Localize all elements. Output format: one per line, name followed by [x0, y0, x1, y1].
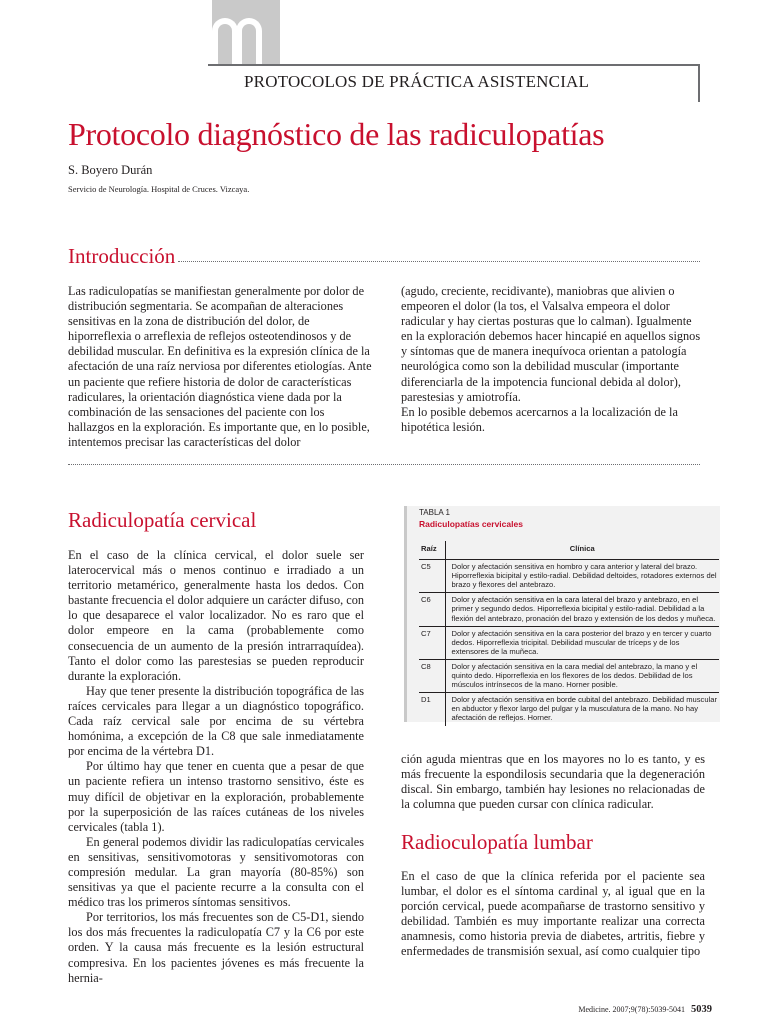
table-cell-clinica: Dolor y afectación sensitiva en la cara posterior del brazo y en tercer y cuarto dedos. Hiporreflexia tricipital. Debilidad muscular de tríceps y de los extensores de la muñeca. — [445, 626, 719, 659]
table-row — [419, 659, 719, 692]
intro-column-left — [68, 284, 372, 450]
table-header-root: Raíz — [419, 541, 445, 560]
article-affiliation: Servicio de Neurología. Hospital de Cruces. Vizcaya. — [68, 184, 250, 194]
footer-citation: Medicine. 2007;9(78):5039-5041 — [578, 1005, 685, 1014]
lumbar-column — [401, 869, 705, 960]
cervical-paragraph: En general podemos dividir las radiculopatías cervicales en sensitivas, sensitivomotoras y sensitivomotoras con compresión medular. La gran mayoría (80-85%) son sensitivas ya que el paciente recurre a la consulta con el médico tras los primeros síntomas sensitivos. — [68, 834, 364, 910]
table-1 — [419, 541, 719, 726]
cervical-paragraph: Por último hay que tener en cuenta que a pesar de que un paciente refiera un intenso trastorno sensitivo, éste es muy difícil de objetivar en la exploración, probablemente por la superposición de las raíces cutáneas de los niveles cervicales (tabla 1). — [68, 759, 364, 834]
table-row — [419, 693, 719, 726]
intro-heading: Introducción — [68, 244, 176, 268]
article-author: S. Boyero Durán — [68, 163, 153, 177]
table-cell-root: C6 — [419, 593, 445, 626]
intro-bottom-rule — [68, 464, 700, 465]
cervical-paragraph: ción aguda mientras que en los mayores no lo es tanto, y es más frecuente la espondilosis secundaria que la degeneración discal. Sin embargo, también hay lesiones no relacionadas de la columna que pueden cursar con clínica radicular. — [401, 752, 705, 812]
lumbar-paragraph: En el caso de que la clínica referida por el paciente sea lumbar, el dolor es el síntoma cardinal y, al igual que en la porción cervical, puede acompañarse de trastorno sensitivo y debilidad. También es muy importante realizar una correcta anamnesis, como historia previa de diabetes, artritis, fiebre y enfermedades de transmisión sexual, así como cualquier tipo — [401, 869, 705, 959]
table-row — [419, 560, 719, 593]
intro-paragraph: Las radiculopatías se manifiestan generalmente por dolor de distribución segmentaria. Se acompañan de alteraciones sensitivas en la zona de distribución del dolor, de hiporreflexia o arreflexia de reflejos osteotendinosos y de debilidad muscular. En definitiva es la expresión clínica de la afectación de una raíz nerviosa por diferentes etiologías. Ante un paciente que refiere historia de dolor de características radiculares, la orientación diagnóstica viene dada por la combinación de las sensaciones del paciente con los hallazgos en la exploración. Es importante que, en lo posible, intentemos precisar las características del dolor — [68, 284, 372, 449]
table-cell-clinica: Dolor y afectación sensitiva en la cara medial del antebrazo, la mano y el quinto dedo. Hiporreflexia en los flexores de los dedos. Debilidad de los músculos intrínsecos de la mano. Horner posible. — [445, 659, 719, 692]
table-cell-root: C7 — [419, 626, 445, 659]
cervical-column-left — [68, 548, 364, 986]
section-header-label: PROTOCOLOS DE PRÁCTICA ASISTENCIAL — [244, 72, 590, 91]
cervical-paragraph: Hay que tener presente la distribución topográfica de las raíces cervicales para llegar a un diagnóstico topográfico. Cada raíz cervical sale por encima de su vértebra homónima, a excepción de la C8 que sale inmediatamente por encima de la vértebra D1. — [68, 683, 364, 759]
table-row — [419, 626, 719, 659]
journal-logo — [208, 0, 280, 64]
intro-paragraph: (agudo, creciente, recidivante), maniobras que alivien o empeoren el dolor (la tos, el Valsalva empeora el dolor radicular y hay ciertas posturas que lo calman). Igualmente en la exploración debemos hacer hincapié en aquellos signos y síntomas que de manera inequívoca orientan a patología neurológica como son la debilidad muscular (importante diferenciarla de la impotencia funcional debida al dolor), parestesias y amiotrofía. — [401, 284, 701, 404]
cervical-paragraph: En el caso de la clínica cervical, el dolor suele ser laterocervical más o menos continuo e irradiado a un territorio metamérico, generalmente hasta los dedos. Con bastante frecuencia el dolor adquiere un carácter difuso, con lo que desaparece el valor localizador. No es raro que el dolor empeore en la cama (probablemente como consecuencia de un aumento de la presión intrarraquídea). Tanto el dolor como las parestesias se pueden reproducir durante la exploración. — [68, 548, 365, 683]
page-number: 5039 — [691, 1004, 712, 1015]
table-1-title: Radiculopatías cervicales — [419, 519, 523, 529]
page-footer — [578, 1004, 712, 1015]
intro-paragraph: En lo posible debemos acercarnos a la localización de la hipotética lesión. — [401, 404, 678, 434]
table-header-row — [419, 541, 719, 560]
table-cell-root: C5 — [419, 560, 445, 593]
article-title: Protocolo diagnóstico de las radiculopatías — [68, 116, 605, 152]
table-1-label: TABLA 1 — [419, 508, 450, 517]
table-cell-clinica: Dolor y afectación sensitiva en borde cubital del antebrazo. Debilidad muscular en abductor y flexor largo del pulgar y la musculatura de la mano. No hay afectación de reflejos. Horner. — [445, 693, 719, 726]
cervical-column-right — [401, 752, 705, 812]
cervical-heading: Radiculopatía cervical — [68, 508, 257, 532]
table-cell-clinica: Dolor y afectación sensitiva en la cara lateral del brazo y antebrazo, en el primer y segundo dedos. Hiporreflexia bicipital y estilo-radial. Debilidad a la flexión del antebrazo, pronación del brazo y extensión de los dedos y muñeca. — [445, 593, 719, 626]
table-cell-clinica: Dolor y afectación sensitiva en hombro y cara anterior y lateral del brazo. Hiporreflexia bicipital y estilo-radial. Debilidad deltoides, rotadores externos del brazo y flexores del antebrazo. — [445, 560, 719, 593]
table-header-clinica: Clínica — [445, 541, 719, 560]
intro-column-right — [401, 284, 705, 435]
section-header — [208, 64, 700, 102]
table-row — [419, 593, 719, 626]
lumbar-heading: Radioculopatía lumbar — [401, 830, 593, 854]
cervical-paragraph: Por territorios, los más frecuentes son de C5-D1, siendo los dos más frecuentes la radiculopatía C7 y la C6 por este orden. Y la causa más frecuente es la lesión estructural compresiva. En los pacientes jóvenes es más frecuente la hernia- — [68, 910, 364, 985]
intro-heading-rule — [178, 261, 700, 262]
table-cell-root: D1 — [421, 695, 431, 705]
table-cell-root: C8 — [419, 659, 445, 692]
